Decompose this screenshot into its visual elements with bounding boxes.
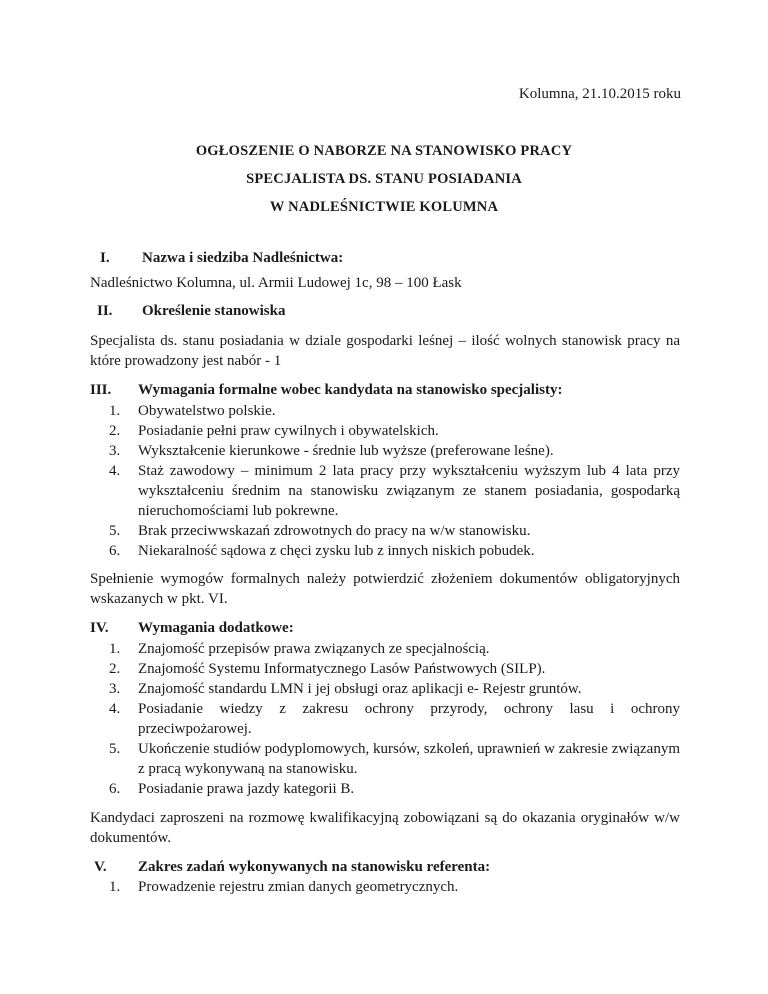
section-1-title: Nazwa i siedziba Nadleśnictwa: <box>142 250 344 266</box>
list-item: 6. Posiadanie prawa jazdy kategorii B. <box>109 781 355 797</box>
list-item: 4. Staż zawodowy – minimum 2 lata pracy przy wykształceniu wyższym lub 4 lata przy wykształceniu średnim na stanowisku związanym ze stanem posiadania, gospodarką nieruchomościami lub pokrewne. <box>109 463 680 519</box>
section-3-note: Spełnienie wymogów formalnych należy potwierdzić złożeniem dokumentów obligatoryjnych wskazanych w pkt. VI. <box>90 571 680 607</box>
section-5-title: Zakres zadań wykonywanych na stanowisku referenta: <box>138 859 491 875</box>
section-5-heading <box>90 859 490 876</box>
title-line-1: OGŁOSZENIE O NABORZE NA STANOWISKO PRACY <box>195 143 573 159</box>
section-4-heading <box>90 620 294 637</box>
section-2-text: Specjalista ds. stanu posiadania w dziale gospodarki leśnej – ilość wolnych stanowisk pracy na które prowadzony jest nabór - 1 <box>90 333 680 369</box>
section-2-heading <box>90 303 286 320</box>
section-5-number: V. <box>94 859 107 875</box>
list-item: 1. Znajomość przepisów prawa związanych ze specjalnością. <box>109 641 490 657</box>
list-item: 4. Posiadanie wiedzy z zakresu ochrony przyrody, ochrony lasu i ochrony przeciwpożarowej. <box>109 701 680 737</box>
list-item: 5. Brak przeciwwskazań zdrowotnych do pracy na w/w stanowisku. <box>109 523 531 539</box>
section-1-heading <box>90 250 343 267</box>
section-4-list <box>90 639 680 799</box>
list-item: 5. Ukończenie studiów podyplomowych, kursów, szkoleń, uprawnień w zakresie związanym z pracą wykonywaną na stanowisku. <box>109 741 680 777</box>
date-line: Kolumna, 21.10.2015 roku <box>518 86 681 102</box>
list-item: 6. Niekaralność sądowa z chęci zysku lub z innych niskich pobudek. <box>109 543 535 559</box>
section-3-title: Wymagania formalne wobec kandydata na stanowisko specjalisty: <box>138 382 563 398</box>
list-item: 2. Znajomość Systemu Informatycznego Lasów Państwowych (SILP). <box>109 661 546 677</box>
section-3-number: III. <box>90 382 112 398</box>
section-1-text: Nadleśnictwo Kolumna, ul. Armii Ludowej 1c, 98 – 100 Łask <box>90 275 462 291</box>
section-4-note: Kandydaci zaproszeni na rozmowę kwalifikacyjną zobowiązani są do okazania oryginałów w/w dokumentów. <box>90 810 680 846</box>
section-5-list <box>90 877 680 897</box>
section-4-number: IV. <box>90 620 109 636</box>
section-2-number: II. <box>97 303 113 319</box>
title-line-2: SPECJALISTA DS. STANU POSIADANIA <box>246 171 522 187</box>
list-item: 3. Znajomość standardu LMN i jej obsługi oraz aplikacji e- Rejestr gruntów. <box>109 681 582 697</box>
section-3-list <box>90 401 680 561</box>
list-item: 2. Posiadanie pełni praw cywilnych i obywatelskich. <box>109 423 439 439</box>
section-2-title: Określenie stanowiska <box>142 303 286 319</box>
section-3-heading <box>90 382 562 399</box>
list-item: 1. Obywatelstwo polskie. <box>109 403 276 419</box>
section-4-title: Wymagania dodatkowe: <box>138 620 294 636</box>
list-item: 3. Wykształcenie kierunkowe - średnie lub wyższe (preferowane leśne). <box>109 443 554 459</box>
list-item: 1. Prowadzenie rejestru zmian danych geometrycznych. <box>109 879 459 895</box>
section-1-number: I. <box>100 250 110 266</box>
title-line-3: W NADLEŚNICTWIE KOLUMNA <box>269 199 499 215</box>
